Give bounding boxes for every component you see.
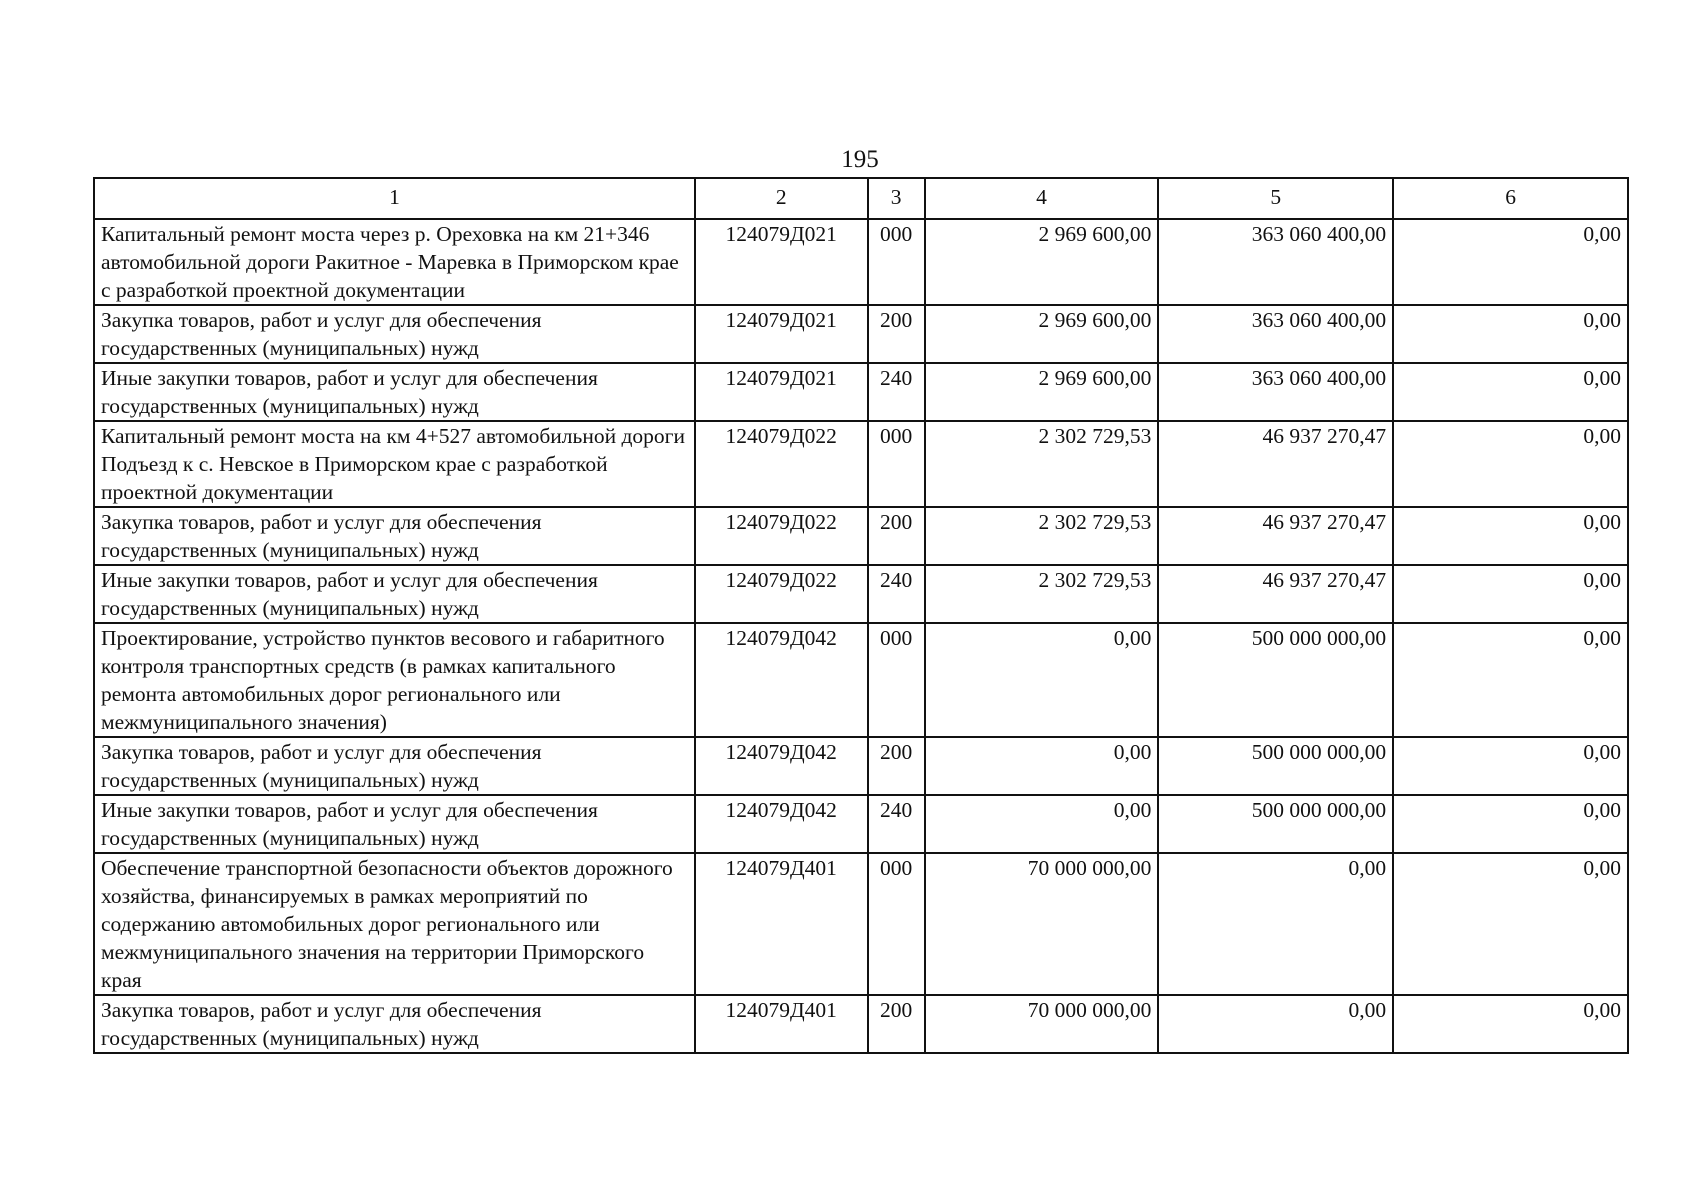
row-amount-col6: 0,00 bbox=[1393, 421, 1628, 507]
row-description: Закупка товаров, работ и услуг для обеспечения государственных (муниципальных) нужд bbox=[94, 507, 695, 565]
row-expense-type: 240 bbox=[868, 565, 925, 623]
row-target-code: 124079Д042 bbox=[695, 795, 868, 853]
row-amount-col6: 0,00 bbox=[1393, 363, 1628, 421]
row-amount-col6: 0,00 bbox=[1393, 507, 1628, 565]
row-amount-col4: 70 000 000,00 bbox=[925, 995, 1159, 1053]
row-amount-col4: 2 969 600,00 bbox=[925, 219, 1159, 305]
row-amount-col4: 2 302 729,53 bbox=[925, 421, 1159, 507]
column-header-4: 4 bbox=[925, 178, 1159, 219]
row-description: Иные закупки товаров, работ и услуг для обеспечения государственных (муниципальных) нужд bbox=[94, 363, 695, 421]
row-target-code: 124079Д022 bbox=[695, 421, 868, 507]
table-row bbox=[94, 995, 1628, 1053]
column-header-6: 6 bbox=[1393, 178, 1628, 219]
row-description: Иные закупки товаров, работ и услуг для обеспечения государственных (муниципальных) нужд bbox=[94, 795, 695, 853]
table-body bbox=[94, 219, 1628, 1053]
row-target-code: 124079Д022 bbox=[695, 565, 868, 623]
row-amount-col4: 0,00 bbox=[925, 737, 1159, 795]
budget-table bbox=[93, 177, 1629, 1054]
column-header-2: 2 bbox=[695, 178, 868, 219]
row-amount-col4: 2 302 729,53 bbox=[925, 565, 1159, 623]
row-expense-type: 200 bbox=[868, 305, 925, 363]
row-target-code: 124079Д042 bbox=[695, 623, 868, 737]
row-expense-type: 000 bbox=[868, 421, 925, 507]
row-amount-col5: 0,00 bbox=[1158, 853, 1393, 995]
row-amount-col6: 0,00 bbox=[1393, 565, 1628, 623]
row-target-code: 124079Д042 bbox=[695, 737, 868, 795]
row-expense-type: 000 bbox=[868, 219, 925, 305]
row-expense-type: 240 bbox=[868, 795, 925, 853]
table-row bbox=[94, 565, 1628, 623]
row-target-code: 124079Д021 bbox=[695, 363, 868, 421]
table-row bbox=[94, 219, 1628, 305]
row-amount-col5: 46 937 270,47 bbox=[1158, 507, 1393, 565]
table-row bbox=[94, 795, 1628, 853]
table-header-row bbox=[94, 178, 1628, 219]
row-expense-type: 200 bbox=[868, 507, 925, 565]
row-expense-type: 000 bbox=[868, 623, 925, 737]
row-expense-type: 200 bbox=[868, 737, 925, 795]
row-amount-col6: 0,00 bbox=[1393, 305, 1628, 363]
row-amount-col6: 0,00 bbox=[1393, 737, 1628, 795]
row-description: Капитальный ремонт моста на км 4+527 автомобильной дороги Подъезд к с. Невское в Приморском крае с разработкой проектной документации bbox=[94, 421, 695, 507]
row-amount-col5: 46 937 270,47 bbox=[1158, 421, 1393, 507]
row-description: Закупка товаров, работ и услуг для обеспечения государственных (муниципальных) нужд bbox=[94, 305, 695, 363]
row-amount-col5: 46 937 270,47 bbox=[1158, 565, 1393, 623]
row-amount-col6: 0,00 bbox=[1393, 995, 1628, 1053]
column-header-3: 3 bbox=[868, 178, 925, 219]
row-target-code: 124079Д022 bbox=[695, 507, 868, 565]
row-expense-type: 000 bbox=[868, 853, 925, 995]
row-description: Закупка товаров, работ и услуг для обеспечения государственных (муниципальных) нужд bbox=[94, 737, 695, 795]
table-row bbox=[94, 363, 1628, 421]
row-description: Иные закупки товаров, работ и услуг для обеспечения государственных (муниципальных) нужд bbox=[94, 565, 695, 623]
row-target-code: 124079Д401 bbox=[695, 853, 868, 995]
row-amount-col6: 0,00 bbox=[1393, 219, 1628, 305]
row-amount-col6: 0,00 bbox=[1393, 795, 1628, 853]
row-amount-col5: 500 000 000,00 bbox=[1158, 795, 1393, 853]
row-target-code: 124079Д401 bbox=[695, 995, 868, 1053]
row-target-code: 124079Д021 bbox=[695, 219, 868, 305]
row-amount-col4: 0,00 bbox=[925, 795, 1159, 853]
table-row bbox=[94, 737, 1628, 795]
table-row bbox=[94, 305, 1628, 363]
row-amount-col4: 2 969 600,00 bbox=[925, 363, 1159, 421]
row-amount-col5: 363 060 400,00 bbox=[1158, 305, 1393, 363]
row-amount-col6: 0,00 bbox=[1393, 623, 1628, 737]
column-header-5: 5 bbox=[1158, 178, 1393, 219]
table-row bbox=[94, 623, 1628, 737]
row-amount-col5: 0,00 bbox=[1158, 995, 1393, 1053]
row-target-code: 124079Д021 bbox=[695, 305, 868, 363]
row-amount-col4: 2 969 600,00 bbox=[925, 305, 1159, 363]
row-amount-col4: 2 302 729,53 bbox=[925, 507, 1159, 565]
row-expense-type: 240 bbox=[868, 363, 925, 421]
row-description: Закупка товаров, работ и услуг для обеспечения государственных (муниципальных) нужд bbox=[94, 995, 695, 1053]
row-amount-col4: 70 000 000,00 bbox=[925, 853, 1159, 995]
table-row bbox=[94, 421, 1628, 507]
row-amount-col5: 363 060 400,00 bbox=[1158, 219, 1393, 305]
row-expense-type: 200 bbox=[868, 995, 925, 1053]
row-description: Проектирование, устройство пунктов весового и габаритного контроля транспортных средств (в рамках капитального ремонта автомобильных дорог регионального или межмуниципального значения) bbox=[94, 623, 695, 737]
row-description: Обеспечение транспортной безопасности объектов дорожного хозяйства, финансируемых в рамках мероприятий по содержанию автомобильных дорог регионального или межмуниципального значения на территории Приморского края bbox=[94, 853, 695, 995]
row-amount-col5: 500 000 000,00 bbox=[1158, 623, 1393, 737]
row-description: Капитальный ремонт моста через р. Ореховка на км 21+346 автомобильной дороги Ракитное - Маревка в Приморском крае с разработкой проектной документации bbox=[94, 219, 695, 305]
row-amount-col5: 363 060 400,00 bbox=[1158, 363, 1393, 421]
column-header-1: 1 bbox=[94, 178, 695, 219]
row-amount-col5: 500 000 000,00 bbox=[1158, 737, 1393, 795]
page-number: 195 bbox=[841, 146, 879, 173]
table-row bbox=[94, 853, 1628, 995]
row-amount-col4: 0,00 bbox=[925, 623, 1159, 737]
row-amount-col6: 0,00 bbox=[1393, 853, 1628, 995]
table-row bbox=[94, 507, 1628, 565]
